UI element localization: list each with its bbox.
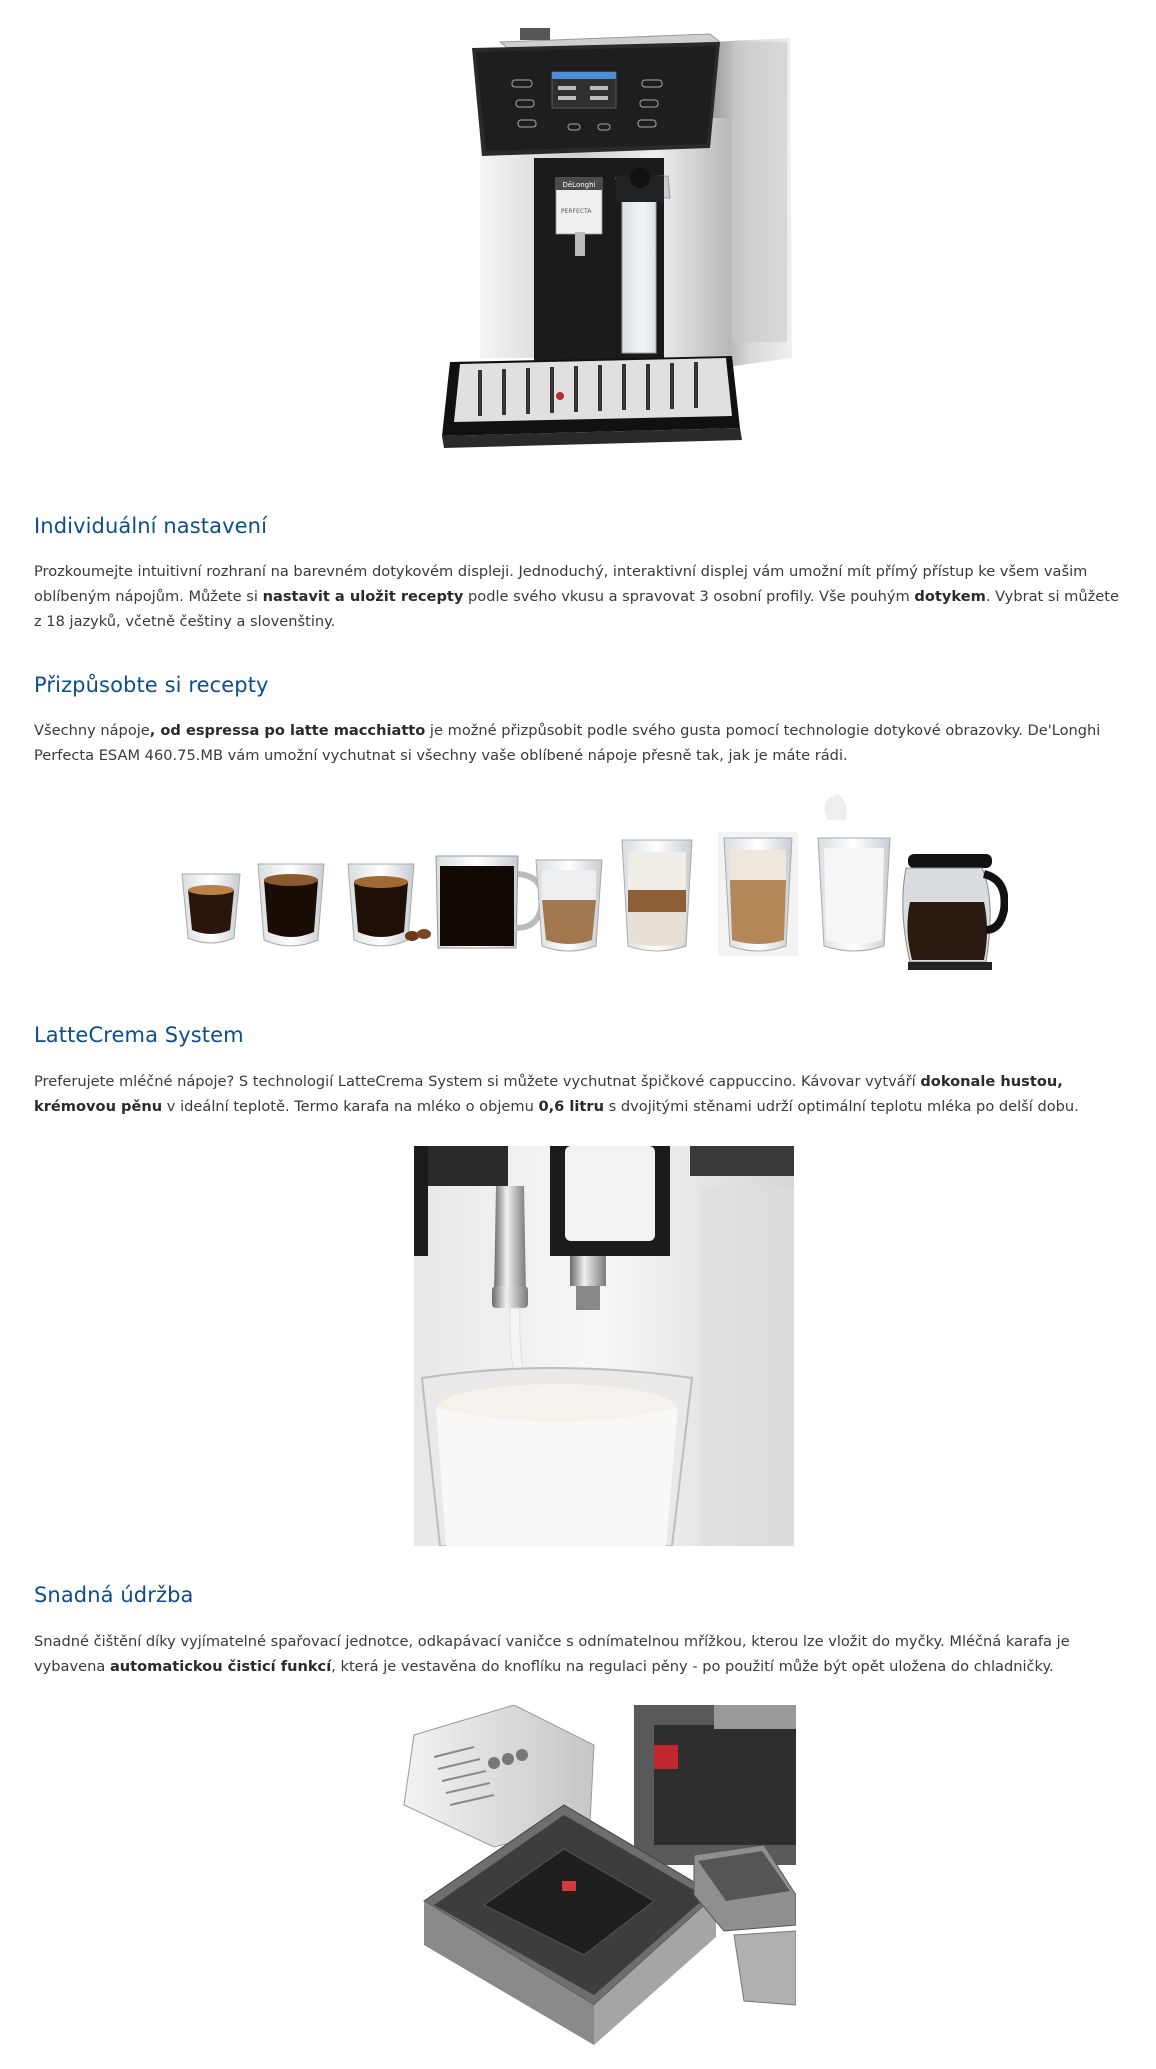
coffee-machine-image — [420, 28, 810, 476]
machine-corner — [634, 1705, 796, 1865]
latte-glass — [622, 840, 692, 951]
coffee-carafe — [903, 854, 1005, 970]
section-text-lattecrema: Preferujete mléčné nápoje? S technologií LatteCrema System si můžete vychutnat špičkové cappuccino. Kávovar vytváří dokonale hustou, krémovou pěnu v ideální teplotě. Termo karafa na mléko o objemu 0,6 litru s dvojitými stěnami udrží optimální teplotu mléka po delší dobu. — [34, 1073, 1079, 1115]
espresso-cup-3 — [348, 864, 431, 946]
section-text-individual-settings: Prozkoumejte intuitivní rozhraní na barevném dotykovém displeji. Jednoduchý, interaktivní displej vám umožní mít přímý přístup ke všem vašim oblíbeným nápojům. Můžete si nastavit a uložit recepty podle svého vkusu a spravovat 3 osobní profily. Vše pouhým dotykem. Vybrat si můžete z 18 jazyků, včetně češtiny a slovenštiny. — [34, 563, 1119, 630]
section-title-maintenance: Snadná údržba — [34, 1583, 194, 1607]
section-title-individual-settings: Individuální nastavení — [34, 514, 268, 538]
machine-logo: DēLonghi — [562, 181, 596, 189]
section-title-recipes: Přizpůsobte si recepty — [34, 673, 269, 697]
section-text-maintenance: Snadné čištění díky vyjímatelné spařovací jednotce, odkapávací vaničce s odnímatelnou mřížkou, kterou lze vložit do myčky. Mléčná karafa je vybavena automatickou čisticí funkcí, která je vestavěna do knoflíku na regulaci pěny - po použití může být opět uložena do chladničky. — [34, 1633, 1070, 1675]
section-title-lattecrema: LatteCrema System — [34, 1023, 244, 1047]
coffee-mug — [436, 856, 542, 948]
drinks-row-image — [178, 790, 1008, 972]
machine-model: PERFECTA — [561, 208, 592, 215]
removable-parts-image — [394, 1705, 796, 2055]
espresso-cup-2 — [258, 864, 324, 946]
milk-pouring-image — [400, 1146, 794, 1546]
hot-milk-glass — [818, 794, 890, 951]
cappuccino-glass — [536, 860, 602, 951]
latte-macchiato-glass — [718, 832, 798, 956]
section-text-recipes: Všechny nápoje, od espressa po latte macchiatto je možné přizpůsobit podle svého gusta pomocí technologie dotykové obrazovky. De'Longhi Perfecta ESAM 460.75.MB vám umožní vychutnat si všechny vaše oblíbené nápoje přesně tak, jak je máte rádi. — [34, 722, 1101, 764]
espresso-cup-1 — [182, 874, 240, 943]
